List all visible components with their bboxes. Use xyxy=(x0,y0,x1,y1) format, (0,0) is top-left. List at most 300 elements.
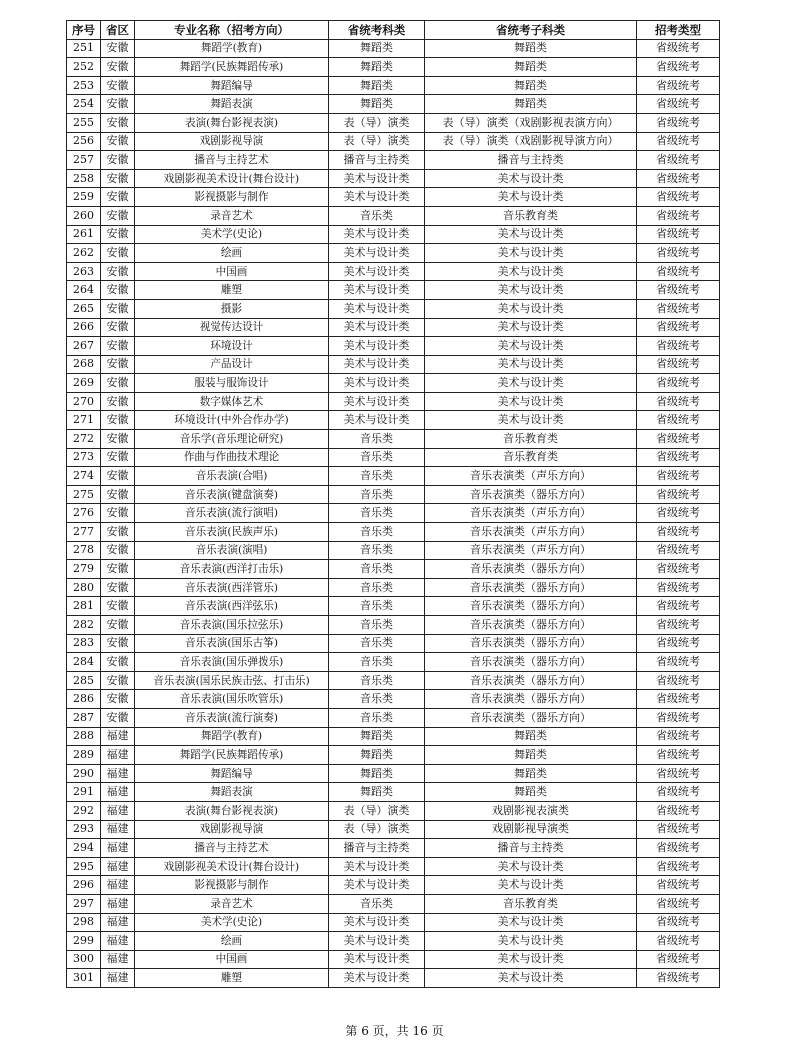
cell-index: 274 xyxy=(67,467,101,486)
cell-exam-category: 美术与设计类 xyxy=(329,355,425,374)
table-row xyxy=(67,169,720,188)
cell-exam-category: 美术与设计类 xyxy=(329,262,425,281)
cell-index: 268 xyxy=(67,355,101,374)
table-row xyxy=(67,950,720,969)
cell-index: 253 xyxy=(67,76,101,95)
header-exam-subcategory: 省统考子科类 xyxy=(425,21,637,40)
cell-exam-subcategory: 音乐表演类（器乐方向） xyxy=(425,653,637,672)
cell-exam-subcategory: 美术与设计类 xyxy=(425,337,637,356)
cell-exam-subcategory: 音乐表演类（器乐方向） xyxy=(425,708,637,727)
cell-exam-category: 美术与设计类 xyxy=(329,913,425,932)
cell-admission-type: 省级统考 xyxy=(637,448,720,467)
table-row xyxy=(67,932,720,951)
cell-province: 福建 xyxy=(101,932,135,951)
cell-major: 视觉传达设计 xyxy=(135,318,329,337)
cell-exam-category: 音乐类 xyxy=(329,578,425,597)
table-row xyxy=(67,448,720,467)
table-row xyxy=(67,801,720,820)
cell-index: 281 xyxy=(67,597,101,616)
header-major: 专业名称（招考方向） xyxy=(135,21,329,40)
table-header-row xyxy=(67,21,720,40)
table-row xyxy=(67,969,720,988)
cell-major: 录音艺术 xyxy=(135,894,329,913)
cell-exam-subcategory: 音乐表演类（声乐方向） xyxy=(425,504,637,523)
cell-admission-type: 省级统考 xyxy=(637,616,720,635)
cell-major: 舞蹈表演 xyxy=(135,783,329,802)
cell-exam-category: 美术与设计类 xyxy=(329,392,425,411)
table-row xyxy=(67,485,720,504)
cell-admission-type: 省级统考 xyxy=(637,578,720,597)
cell-major: 服装与服饰设计 xyxy=(135,374,329,393)
cell-index: 282 xyxy=(67,616,101,635)
cell-major: 环境设计 xyxy=(135,337,329,356)
cell-exam-category: 舞蹈类 xyxy=(329,746,425,765)
cell-exam-subcategory: 美术与设计类 xyxy=(425,876,637,895)
cell-province: 安徽 xyxy=(101,430,135,449)
cell-admission-type: 省级统考 xyxy=(637,188,720,207)
cell-province: 安徽 xyxy=(101,151,135,170)
cell-province: 安徽 xyxy=(101,281,135,300)
cell-major: 音乐表演(演唱) xyxy=(135,541,329,560)
cell-major: 舞蹈学(民族舞蹈传承) xyxy=(135,746,329,765)
cell-index: 264 xyxy=(67,281,101,300)
cell-exam-subcategory: 音乐教育类 xyxy=(425,430,637,449)
cell-admission-type: 省级统考 xyxy=(637,392,720,411)
cell-exam-subcategory: 音乐表演类（声乐方向） xyxy=(425,541,637,560)
cell-index: 263 xyxy=(67,262,101,281)
cell-admission-type: 省级统考 xyxy=(637,374,720,393)
cell-major: 音乐表演(西洋管乐) xyxy=(135,578,329,597)
cell-index: 272 xyxy=(67,430,101,449)
cell-exam-subcategory: 舞蹈类 xyxy=(425,783,637,802)
cell-admission-type: 省级统考 xyxy=(637,151,720,170)
cell-index: 301 xyxy=(67,969,101,988)
cell-major: 环境设计(中外合作办学) xyxy=(135,411,329,430)
cell-exam-category: 播音与主持类 xyxy=(329,151,425,170)
table-row xyxy=(67,690,720,709)
cell-province: 福建 xyxy=(101,783,135,802)
cell-province: 安徽 xyxy=(101,467,135,486)
cell-major: 中国画 xyxy=(135,950,329,969)
cell-exam-category: 美术与设计类 xyxy=(329,876,425,895)
cell-index: 296 xyxy=(67,876,101,895)
cell-index: 288 xyxy=(67,727,101,746)
cell-admission-type: 省级统考 xyxy=(637,262,720,281)
cell-exam-subcategory: 音乐表演类（声乐方向） xyxy=(425,523,637,542)
cell-exam-subcategory: 舞蹈类 xyxy=(425,727,637,746)
table-row xyxy=(67,764,720,783)
cell-province: 安徽 xyxy=(101,485,135,504)
cell-exam-subcategory: 舞蹈类 xyxy=(425,76,637,95)
cell-exam-category: 音乐类 xyxy=(329,485,425,504)
cell-province: 福建 xyxy=(101,820,135,839)
cell-province: 安徽 xyxy=(101,560,135,579)
header-index: 序号 xyxy=(67,21,101,40)
table-row xyxy=(67,504,720,523)
cell-exam-category: 美术与设计类 xyxy=(329,932,425,951)
table-row xyxy=(67,467,720,486)
cell-admission-type: 省级统考 xyxy=(637,634,720,653)
cell-major: 舞蹈学(教育) xyxy=(135,727,329,746)
cell-major: 绘画 xyxy=(135,244,329,263)
cell-admission-type: 省级统考 xyxy=(637,653,720,672)
cell-admission-type: 省级统考 xyxy=(637,932,720,951)
table-row xyxy=(67,913,720,932)
cell-exam-subcategory: 表（导）演类（戏剧影视表演方向） xyxy=(425,113,637,132)
cell-exam-category: 音乐类 xyxy=(329,430,425,449)
cell-exam-category: 音乐类 xyxy=(329,467,425,486)
cell-exam-category: 音乐类 xyxy=(329,206,425,225)
cell-province: 安徽 xyxy=(101,262,135,281)
cell-admission-type: 省级统考 xyxy=(637,764,720,783)
table-row xyxy=(67,206,720,225)
cell-province: 安徽 xyxy=(101,411,135,430)
cell-major: 美术学(史论) xyxy=(135,913,329,932)
cell-exam-subcategory: 美术与设计类 xyxy=(425,969,637,988)
cell-exam-subcategory: 音乐教育类 xyxy=(425,206,637,225)
cell-province: 福建 xyxy=(101,764,135,783)
cell-province: 安徽 xyxy=(101,299,135,318)
cell-exam-category: 音乐类 xyxy=(329,541,425,560)
cell-major: 中国画 xyxy=(135,262,329,281)
cell-exam-category: 音乐类 xyxy=(329,653,425,672)
cell-exam-subcategory: 戏剧影视表演类 xyxy=(425,801,637,820)
cell-exam-category: 美术与设计类 xyxy=(329,188,425,207)
cell-exam-category: 舞蹈类 xyxy=(329,783,425,802)
cell-admission-type: 省级统考 xyxy=(637,355,720,374)
cell-major: 影视摄影与制作 xyxy=(135,188,329,207)
cell-province: 安徽 xyxy=(101,355,135,374)
cell-exam-category: 美术与设计类 xyxy=(329,225,425,244)
cell-index: 258 xyxy=(67,169,101,188)
cell-admission-type: 省级统考 xyxy=(637,690,720,709)
table-row xyxy=(67,225,720,244)
cell-major: 表演(舞台影视表演) xyxy=(135,113,329,132)
cell-admission-type: 省级统考 xyxy=(637,95,720,114)
cell-admission-type: 省级统考 xyxy=(637,318,720,337)
cell-major: 舞蹈学(教育) xyxy=(135,39,329,58)
cell-exam-category: 表（导）演类 xyxy=(329,113,425,132)
table-row xyxy=(67,244,720,263)
cell-exam-subcategory: 舞蹈类 xyxy=(425,39,637,58)
cell-major: 音乐表演(西洋弦乐) xyxy=(135,597,329,616)
cell-index: 254 xyxy=(67,95,101,114)
cell-index: 291 xyxy=(67,783,101,802)
cell-province: 福建 xyxy=(101,727,135,746)
cell-major: 录音艺术 xyxy=(135,206,329,225)
cell-exam-subcategory: 美术与设计类 xyxy=(425,188,637,207)
cell-index: 294 xyxy=(67,839,101,858)
table-row xyxy=(67,392,720,411)
cell-province: 安徽 xyxy=(101,690,135,709)
cell-exam-subcategory: 音乐表演类（器乐方向） xyxy=(425,690,637,709)
table-row xyxy=(67,374,720,393)
cell-exam-category: 舞蹈类 xyxy=(329,727,425,746)
cell-major: 音乐学(音乐理论研究) xyxy=(135,430,329,449)
cell-index: 285 xyxy=(67,671,101,690)
cell-exam-subcategory: 美术与设计类 xyxy=(425,392,637,411)
cell-major: 舞蹈表演 xyxy=(135,95,329,114)
table-row xyxy=(67,262,720,281)
cell-exam-subcategory: 音乐表演类（器乐方向） xyxy=(425,616,637,635)
cell-province: 福建 xyxy=(101,950,135,969)
cell-exam-category: 舞蹈类 xyxy=(329,764,425,783)
cell-exam-category: 舞蹈类 xyxy=(329,58,425,77)
cell-exam-category: 舞蹈类 xyxy=(329,39,425,58)
cell-exam-subcategory: 美术与设计类 xyxy=(425,281,637,300)
cell-index: 251 xyxy=(67,39,101,58)
cell-major: 播音与主持艺术 xyxy=(135,151,329,170)
header-province: 省区 xyxy=(101,21,135,40)
cell-exam-category: 舞蹈类 xyxy=(329,76,425,95)
cell-admission-type: 省级统考 xyxy=(637,299,720,318)
cell-province: 福建 xyxy=(101,857,135,876)
cell-admission-type: 省级统考 xyxy=(637,839,720,858)
table-row xyxy=(67,58,720,77)
cell-major: 戏剧影视导演 xyxy=(135,820,329,839)
cell-index: 255 xyxy=(67,113,101,132)
cell-exam-category: 音乐类 xyxy=(329,708,425,727)
cell-index: 259 xyxy=(67,188,101,207)
cell-index: 257 xyxy=(67,151,101,170)
cell-admission-type: 省级统考 xyxy=(637,876,720,895)
cell-exam-category: 美术与设计类 xyxy=(329,950,425,969)
table-row xyxy=(67,355,720,374)
admission-table xyxy=(66,20,720,988)
cell-province: 安徽 xyxy=(101,169,135,188)
cell-exam-category: 美术与设计类 xyxy=(329,169,425,188)
cell-index: 267 xyxy=(67,337,101,356)
cell-exam-subcategory: 音乐表演类（声乐方向） xyxy=(425,467,637,486)
cell-province: 福建 xyxy=(101,894,135,913)
cell-exam-subcategory: 美术与设计类 xyxy=(425,932,637,951)
table-row xyxy=(67,113,720,132)
cell-exam-category: 音乐类 xyxy=(329,894,425,913)
cell-major: 音乐表演(民族声乐) xyxy=(135,523,329,542)
table-row xyxy=(67,727,720,746)
cell-index: 290 xyxy=(67,764,101,783)
cell-major: 雕塑 xyxy=(135,281,329,300)
cell-index: 271 xyxy=(67,411,101,430)
cell-admission-type: 省级统考 xyxy=(637,857,720,876)
cell-admission-type: 省级统考 xyxy=(637,58,720,77)
cell-exam-category: 美术与设计类 xyxy=(329,857,425,876)
table-row xyxy=(67,430,720,449)
table-row xyxy=(67,281,720,300)
cell-index: 262 xyxy=(67,244,101,263)
cell-exam-subcategory: 音乐教育类 xyxy=(425,894,637,913)
cell-exam-subcategory: 表（导）演类（戏剧影视导演方向） xyxy=(425,132,637,151)
cell-major: 音乐表演(流行演奏) xyxy=(135,708,329,727)
cell-province: 安徽 xyxy=(101,653,135,672)
cell-exam-subcategory: 播音与主持类 xyxy=(425,839,637,858)
table-row xyxy=(67,39,720,58)
cell-exam-category: 表（导）演类 xyxy=(329,132,425,151)
cell-exam-category: 美术与设计类 xyxy=(329,969,425,988)
cell-exam-subcategory: 舞蹈类 xyxy=(425,746,637,765)
cell-exam-category: 播音与主持类 xyxy=(329,839,425,858)
cell-major: 舞蹈编导 xyxy=(135,764,329,783)
cell-admission-type: 省级统考 xyxy=(637,969,720,988)
cell-admission-type: 省级统考 xyxy=(637,560,720,579)
table-row xyxy=(67,299,720,318)
cell-admission-type: 省级统考 xyxy=(637,746,720,765)
table-row xyxy=(67,876,720,895)
table-row xyxy=(67,95,720,114)
table-row xyxy=(67,318,720,337)
table-row xyxy=(67,820,720,839)
cell-exam-subcategory: 美术与设计类 xyxy=(425,355,637,374)
cell-exam-subcategory: 美术与设计类 xyxy=(425,225,637,244)
cell-admission-type: 省级统考 xyxy=(637,894,720,913)
cell-exam-category: 音乐类 xyxy=(329,690,425,709)
cell-exam-category: 美术与设计类 xyxy=(329,411,425,430)
cell-province: 安徽 xyxy=(101,634,135,653)
cell-admission-type: 省级统考 xyxy=(637,708,720,727)
cell-major: 戏剧影视美术设计(舞台设计) xyxy=(135,169,329,188)
cell-index: 297 xyxy=(67,894,101,913)
table-row xyxy=(67,616,720,635)
cell-index: 260 xyxy=(67,206,101,225)
table-row xyxy=(67,653,720,672)
cell-province: 安徽 xyxy=(101,113,135,132)
cell-exam-subcategory: 美术与设计类 xyxy=(425,950,637,969)
table-row xyxy=(67,541,720,560)
cell-exam-subcategory: 美术与设计类 xyxy=(425,374,637,393)
cell-province: 安徽 xyxy=(101,132,135,151)
cell-major: 音乐表演(流行演唱) xyxy=(135,504,329,523)
cell-index: 279 xyxy=(67,560,101,579)
cell-index: 292 xyxy=(67,801,101,820)
cell-exam-subcategory: 舞蹈类 xyxy=(425,95,637,114)
cell-index: 256 xyxy=(67,132,101,151)
cell-index: 265 xyxy=(67,299,101,318)
cell-major: 产品设计 xyxy=(135,355,329,374)
table-row xyxy=(67,708,720,727)
cell-admission-type: 省级统考 xyxy=(637,597,720,616)
cell-index: 273 xyxy=(67,448,101,467)
cell-exam-category: 美术与设计类 xyxy=(329,337,425,356)
cell-index: 278 xyxy=(67,541,101,560)
cell-major: 舞蹈学(民族舞蹈传承) xyxy=(135,58,329,77)
cell-exam-subcategory: 美术与设计类 xyxy=(425,913,637,932)
cell-major: 作曲与作曲技术理论 xyxy=(135,448,329,467)
cell-index: 261 xyxy=(67,225,101,244)
cell-major: 戏剧影视美术设计(舞台设计) xyxy=(135,857,329,876)
cell-exam-subcategory: 音乐表演类（器乐方向） xyxy=(425,485,637,504)
cell-major: 音乐表演(国乐拉弦乐) xyxy=(135,616,329,635)
cell-major: 雕塑 xyxy=(135,969,329,988)
cell-exam-subcategory: 音乐表演类（器乐方向） xyxy=(425,597,637,616)
cell-province: 福建 xyxy=(101,876,135,895)
cell-major: 摄影 xyxy=(135,299,329,318)
cell-province: 安徽 xyxy=(101,58,135,77)
cell-index: 280 xyxy=(67,578,101,597)
cell-exam-subcategory: 美术与设计类 xyxy=(425,318,637,337)
cell-admission-type: 省级统考 xyxy=(637,801,720,820)
cell-province: 安徽 xyxy=(101,578,135,597)
table-row xyxy=(67,597,720,616)
table-row xyxy=(67,894,720,913)
table-row xyxy=(67,634,720,653)
cell-province: 安徽 xyxy=(101,188,135,207)
cell-admission-type: 省级统考 xyxy=(637,281,720,300)
cell-province: 安徽 xyxy=(101,318,135,337)
cell-admission-type: 省级统考 xyxy=(637,467,720,486)
cell-province: 安徽 xyxy=(101,374,135,393)
cell-exam-subcategory: 音乐表演类（器乐方向） xyxy=(425,578,637,597)
table-row xyxy=(67,337,720,356)
cell-admission-type: 省级统考 xyxy=(637,950,720,969)
cell-exam-subcategory: 音乐表演类（器乐方向） xyxy=(425,671,637,690)
cell-exam-subcategory: 美术与设计类 xyxy=(425,411,637,430)
cell-admission-type: 省级统考 xyxy=(637,411,720,430)
table-row xyxy=(67,578,720,597)
table-row xyxy=(67,151,720,170)
cell-province: 福建 xyxy=(101,801,135,820)
cell-major: 绘画 xyxy=(135,932,329,951)
cell-major: 音乐表演(国乐古筝) xyxy=(135,634,329,653)
cell-province: 安徽 xyxy=(101,597,135,616)
cell-admission-type: 省级统考 xyxy=(637,485,720,504)
cell-exam-subcategory: 美术与设计类 xyxy=(425,244,637,263)
cell-admission-type: 省级统考 xyxy=(637,206,720,225)
cell-province: 安徽 xyxy=(101,448,135,467)
cell-admission-type: 省级统考 xyxy=(637,504,720,523)
table-row xyxy=(67,671,720,690)
cell-index: 287 xyxy=(67,708,101,727)
cell-major: 戏剧影视导演 xyxy=(135,132,329,151)
cell-exam-category: 美术与设计类 xyxy=(329,281,425,300)
cell-admission-type: 省级统考 xyxy=(637,76,720,95)
cell-exam-category: 音乐类 xyxy=(329,523,425,542)
cell-exam-category: 音乐类 xyxy=(329,504,425,523)
cell-exam-subcategory: 美术与设计类 xyxy=(425,262,637,281)
cell-province: 安徽 xyxy=(101,523,135,542)
cell-index: 270 xyxy=(67,392,101,411)
cell-major: 播音与主持艺术 xyxy=(135,839,329,858)
cell-province: 福建 xyxy=(101,839,135,858)
cell-admission-type: 省级统考 xyxy=(637,169,720,188)
cell-exam-subcategory: 音乐教育类 xyxy=(425,448,637,467)
cell-index: 269 xyxy=(67,374,101,393)
cell-exam-category: 音乐类 xyxy=(329,671,425,690)
cell-admission-type: 省级统考 xyxy=(637,244,720,263)
cell-admission-type: 省级统考 xyxy=(637,727,720,746)
table-row xyxy=(67,411,720,430)
cell-index: 286 xyxy=(67,690,101,709)
cell-province: 福建 xyxy=(101,913,135,932)
cell-index: 276 xyxy=(67,504,101,523)
cell-index: 298 xyxy=(67,913,101,932)
cell-exam-subcategory: 舞蹈类 xyxy=(425,764,637,783)
cell-major: 数字媒体艺术 xyxy=(135,392,329,411)
cell-major: 美术学(史论) xyxy=(135,225,329,244)
cell-province: 安徽 xyxy=(101,541,135,560)
cell-index: 266 xyxy=(67,318,101,337)
page-footer: 第 6 页，共 16 页 xyxy=(345,1024,444,1038)
table-row xyxy=(67,76,720,95)
cell-index: 283 xyxy=(67,634,101,653)
cell-province: 安徽 xyxy=(101,244,135,263)
table-row xyxy=(67,132,720,151)
cell-exam-subcategory: 音乐表演类（器乐方向） xyxy=(425,634,637,653)
cell-exam-subcategory: 美术与设计类 xyxy=(425,299,637,318)
cell-index: 275 xyxy=(67,485,101,504)
table-row xyxy=(67,746,720,765)
cell-major: 音乐表演(西洋打击乐) xyxy=(135,560,329,579)
cell-exam-category: 美术与设计类 xyxy=(329,318,425,337)
